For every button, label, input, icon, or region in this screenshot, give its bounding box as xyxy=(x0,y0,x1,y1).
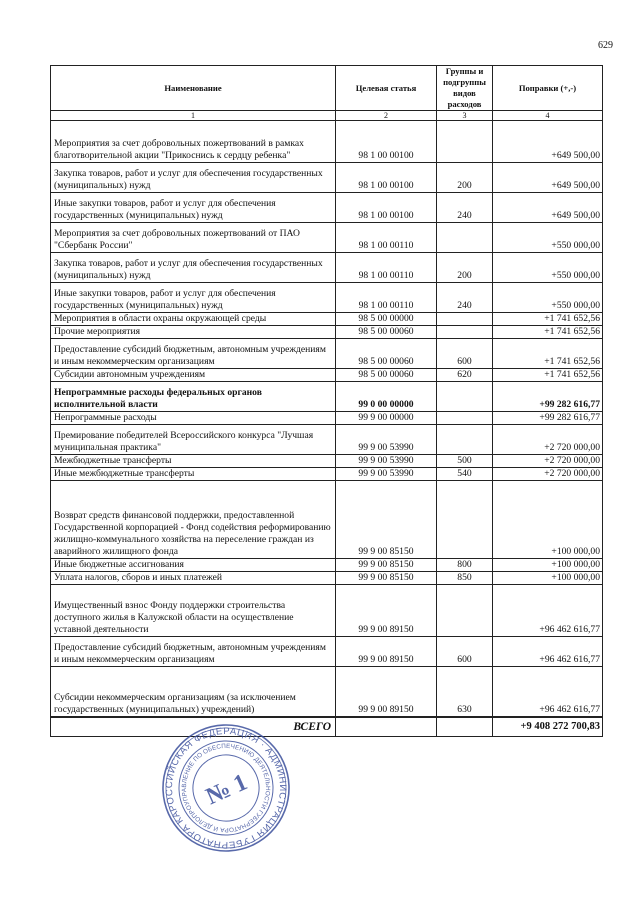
row-article-cell: 98 5 00 00060 xyxy=(336,326,437,339)
row-group-cell xyxy=(437,481,493,559)
table-row xyxy=(51,339,603,369)
row-article-cell: 99 9 00 53990 xyxy=(336,425,437,455)
row-amount-cell: +100 000,00 xyxy=(493,481,603,559)
row-group-cell: 850 xyxy=(437,572,493,585)
row-article-cell: 99 9 00 53990 xyxy=(336,455,437,468)
row-group-cell: 600 xyxy=(437,637,493,667)
row-name-cell: Уплата налогов, сборов и иных платежей xyxy=(51,572,336,585)
table-row xyxy=(51,481,603,559)
table-row xyxy=(51,223,603,253)
row-article-cell: 99 9 00 85150 xyxy=(336,481,437,559)
row-amount-cell: +649 500,00 xyxy=(493,193,603,223)
row-name-cell: Предоставление субсидий бюджетным, автономным учреждениям и иным некоммерческим организациям xyxy=(51,637,336,667)
table-row xyxy=(51,193,603,223)
row-group-cell: 630 xyxy=(437,667,493,717)
row-group-cell xyxy=(437,223,493,253)
header-name: Наименование xyxy=(51,66,336,111)
row-name-cell: Мероприятия за счет добровольных пожертвований в рамках благотворительной акции "Прикоснись к сердцу ребенка" xyxy=(51,121,336,163)
row-name-cell: Иные бюджетные ассигнования xyxy=(51,559,336,572)
row-group-cell: 200 xyxy=(437,253,493,283)
column-index: 3 xyxy=(437,111,493,121)
row-group-cell: 800 xyxy=(437,559,493,572)
total-row xyxy=(51,717,603,737)
row-group-cell xyxy=(437,412,493,425)
row-name-cell: Возврат средств финансовой поддержки, предоставленной Государственной корпорацией - Фонд содействия реформированию жилищно-коммунального хозяйства на переселение граждан из аварийного жилищного фонда xyxy=(51,481,336,559)
row-amount-cell: +96 462 616,77 xyxy=(493,667,603,717)
row-amount-cell: +649 500,00 xyxy=(493,163,603,193)
row-group-cell xyxy=(437,313,493,326)
total-amount: +9 408 272 700,83 xyxy=(493,717,603,737)
row-article-cell: 99 9 00 85150 xyxy=(336,572,437,585)
total-group-cell xyxy=(437,717,493,737)
table-row xyxy=(51,637,603,667)
table-row xyxy=(51,455,603,468)
row-group-cell xyxy=(437,326,493,339)
row-amount-cell: +100 000,00 xyxy=(493,559,603,572)
row-amount-cell: +1 741 652,56 xyxy=(493,339,603,369)
row-group-cell: 240 xyxy=(437,283,493,313)
row-amount-cell: +550 000,00 xyxy=(493,283,603,313)
row-amount-cell: +96 462 616,77 xyxy=(493,585,603,637)
row-article-cell: 99 9 00 00000 xyxy=(336,412,437,425)
row-amount-cell: +96 462 616,77 xyxy=(493,637,603,667)
official-seal-stamp xyxy=(160,722,292,854)
row-amount-cell: +1 741 652,56 xyxy=(493,369,603,382)
row-group-cell xyxy=(437,585,493,637)
column-index-row xyxy=(51,111,603,121)
table-row xyxy=(51,253,603,283)
table-row xyxy=(51,283,603,313)
row-amount-cell: +99 282 616,77 xyxy=(493,382,603,412)
row-name-cell: Субсидии некоммерческим организациям (за исключением государственных (муниципальных) учреждений) xyxy=(51,667,336,717)
table-row xyxy=(51,382,603,412)
row-article-cell: 99 9 00 53990 xyxy=(336,468,437,481)
row-group-cell: 540 xyxy=(437,468,493,481)
row-name-cell: Мероприятия за счет добровольных пожертвований от ПАО "Сбербанк России" xyxy=(51,223,336,253)
row-name-cell: Закупка товаров, работ и услуг для обеспечения государственных (муниципальных) нужд xyxy=(51,253,336,283)
row-article-cell: 99 0 00 00000 xyxy=(336,382,437,412)
row-amount-cell: +550 000,00 xyxy=(493,253,603,283)
table-row xyxy=(51,667,603,717)
row-amount-cell: +649 500,00 xyxy=(493,121,603,163)
row-article-cell: 98 5 00 00000 xyxy=(336,313,437,326)
row-article-cell: 99 9 00 89150 xyxy=(336,637,437,667)
row-amount-cell: +2 720 000,00 xyxy=(493,425,603,455)
table-row xyxy=(51,326,603,339)
row-group-cell: 620 xyxy=(437,369,493,382)
table-row xyxy=(51,163,603,193)
row-name-cell: Премирование победителей Всероссийского конкурса "Лучшая муниципальная практика" xyxy=(51,425,336,455)
row-group-cell xyxy=(437,382,493,412)
stamp-number: № 1 xyxy=(202,769,252,811)
row-group-cell: 600 xyxy=(437,339,493,369)
table-row xyxy=(51,572,603,585)
row-article-cell: 98 5 00 00060 xyxy=(336,339,437,369)
budget-amendments-table xyxy=(50,65,603,737)
table-row xyxy=(51,585,603,637)
row-name-cell: Иные закупки товаров, работ и услуг для обеспечения государственных (муниципальных) нужд xyxy=(51,193,336,223)
row-name-cell: Предоставление субсидий бюджетным, автономным учреждениям и иным некоммерческим организациям xyxy=(51,339,336,369)
row-group-cell: 200 xyxy=(437,163,493,193)
row-name-cell: Субсидии автономным учреждениям xyxy=(51,369,336,382)
row-name-cell: Имущественный взнос Фонду поддержки строительства доступного жилья в Калужской области на осуществление уставной деятельности xyxy=(51,585,336,637)
header-article: Целевая статья xyxy=(336,66,437,111)
table-row xyxy=(51,313,603,326)
row-amount-cell: +1 741 652,56 xyxy=(493,313,603,326)
table-row xyxy=(51,425,603,455)
row-group-cell: 500 xyxy=(437,455,493,468)
row-article-cell: 98 1 00 00110 xyxy=(336,223,437,253)
table-row xyxy=(51,559,603,572)
row-amount-cell: +2 720 000,00 xyxy=(493,455,603,468)
row-article-cell: 99 9 00 89150 xyxy=(336,667,437,717)
column-index: 1 xyxy=(51,111,336,121)
row-amount-cell: +2 720 000,00 xyxy=(493,468,603,481)
row-name-cell: Непрограммные расходы xyxy=(51,412,336,425)
column-index: 4 xyxy=(493,111,603,121)
row-amount-cell: +550 000,00 xyxy=(493,223,603,253)
page-number: 629 xyxy=(598,40,613,51)
row-amount-cell: +100 000,00 xyxy=(493,572,603,585)
row-article-cell: 98 1 00 00100 xyxy=(336,193,437,223)
header-amount: Поправки (+,-) xyxy=(493,66,603,111)
header-group: Группы и подгруппы видов расходов xyxy=(437,66,493,111)
row-name-cell: Иные закупки товаров, работ и услуг для обеспечения государственных (муниципальных) нужд xyxy=(51,283,336,313)
row-article-cell: 98 1 00 00110 xyxy=(336,253,437,283)
row-amount-cell: +99 282 616,77 xyxy=(493,412,603,425)
row-name-cell: Непрограммные расходы федеральных органов исполнительной власти xyxy=(51,382,336,412)
total-label: ВСЕГО xyxy=(51,717,336,737)
row-article-cell: 98 1 00 00110 xyxy=(336,283,437,313)
row-name-cell: Мероприятия в области охраны окружающей среды xyxy=(51,313,336,326)
stamp-inner-text: УПРАВЛЕНИЕ ПО ОБЕСПЕЧЕНИЮ ДЕЯТЕЛЬНОСТИ ГУБЕРНАТОРА И ДЕЛОПРОИЗВОДСТВУ xyxy=(180,742,272,834)
table-header-row xyxy=(51,66,603,111)
row-group-cell xyxy=(437,425,493,455)
table-row xyxy=(51,121,603,163)
row-article-cell: 98 1 00 00100 xyxy=(336,121,437,163)
row-name-cell: Закупка товаров, работ и услуг для обеспечения государственных (муниципальных) нужд xyxy=(51,163,336,193)
row-article-cell: 99 9 00 85150 xyxy=(336,559,437,572)
table-row xyxy=(51,412,603,425)
row-article-cell: 99 9 00 89150 xyxy=(336,585,437,637)
stamp-outer-text: РОССИЙСКАЯ ФЕДЕРАЦИЯ · АДМИНИСТРАЦИЯ ГУБЕРНАТОРА КАЛУЖСКОЙ xyxy=(163,725,289,851)
table-body xyxy=(51,121,603,717)
table-row xyxy=(51,369,603,382)
row-name-cell: Прочие мероприятия xyxy=(51,326,336,339)
row-amount-cell: +1 741 652,56 xyxy=(493,326,603,339)
row-name-cell: Межбюджетные трансферты xyxy=(51,455,336,468)
row-group-cell xyxy=(437,121,493,163)
column-index: 2 xyxy=(336,111,437,121)
table-row xyxy=(51,468,603,481)
row-name-cell: Иные межбюджетные трансферты xyxy=(51,468,336,481)
row-group-cell: 240 xyxy=(437,193,493,223)
row-article-cell: 98 5 00 00060 xyxy=(336,369,437,382)
row-article-cell: 98 1 00 00100 xyxy=(336,163,437,193)
total-article-cell xyxy=(336,717,437,737)
